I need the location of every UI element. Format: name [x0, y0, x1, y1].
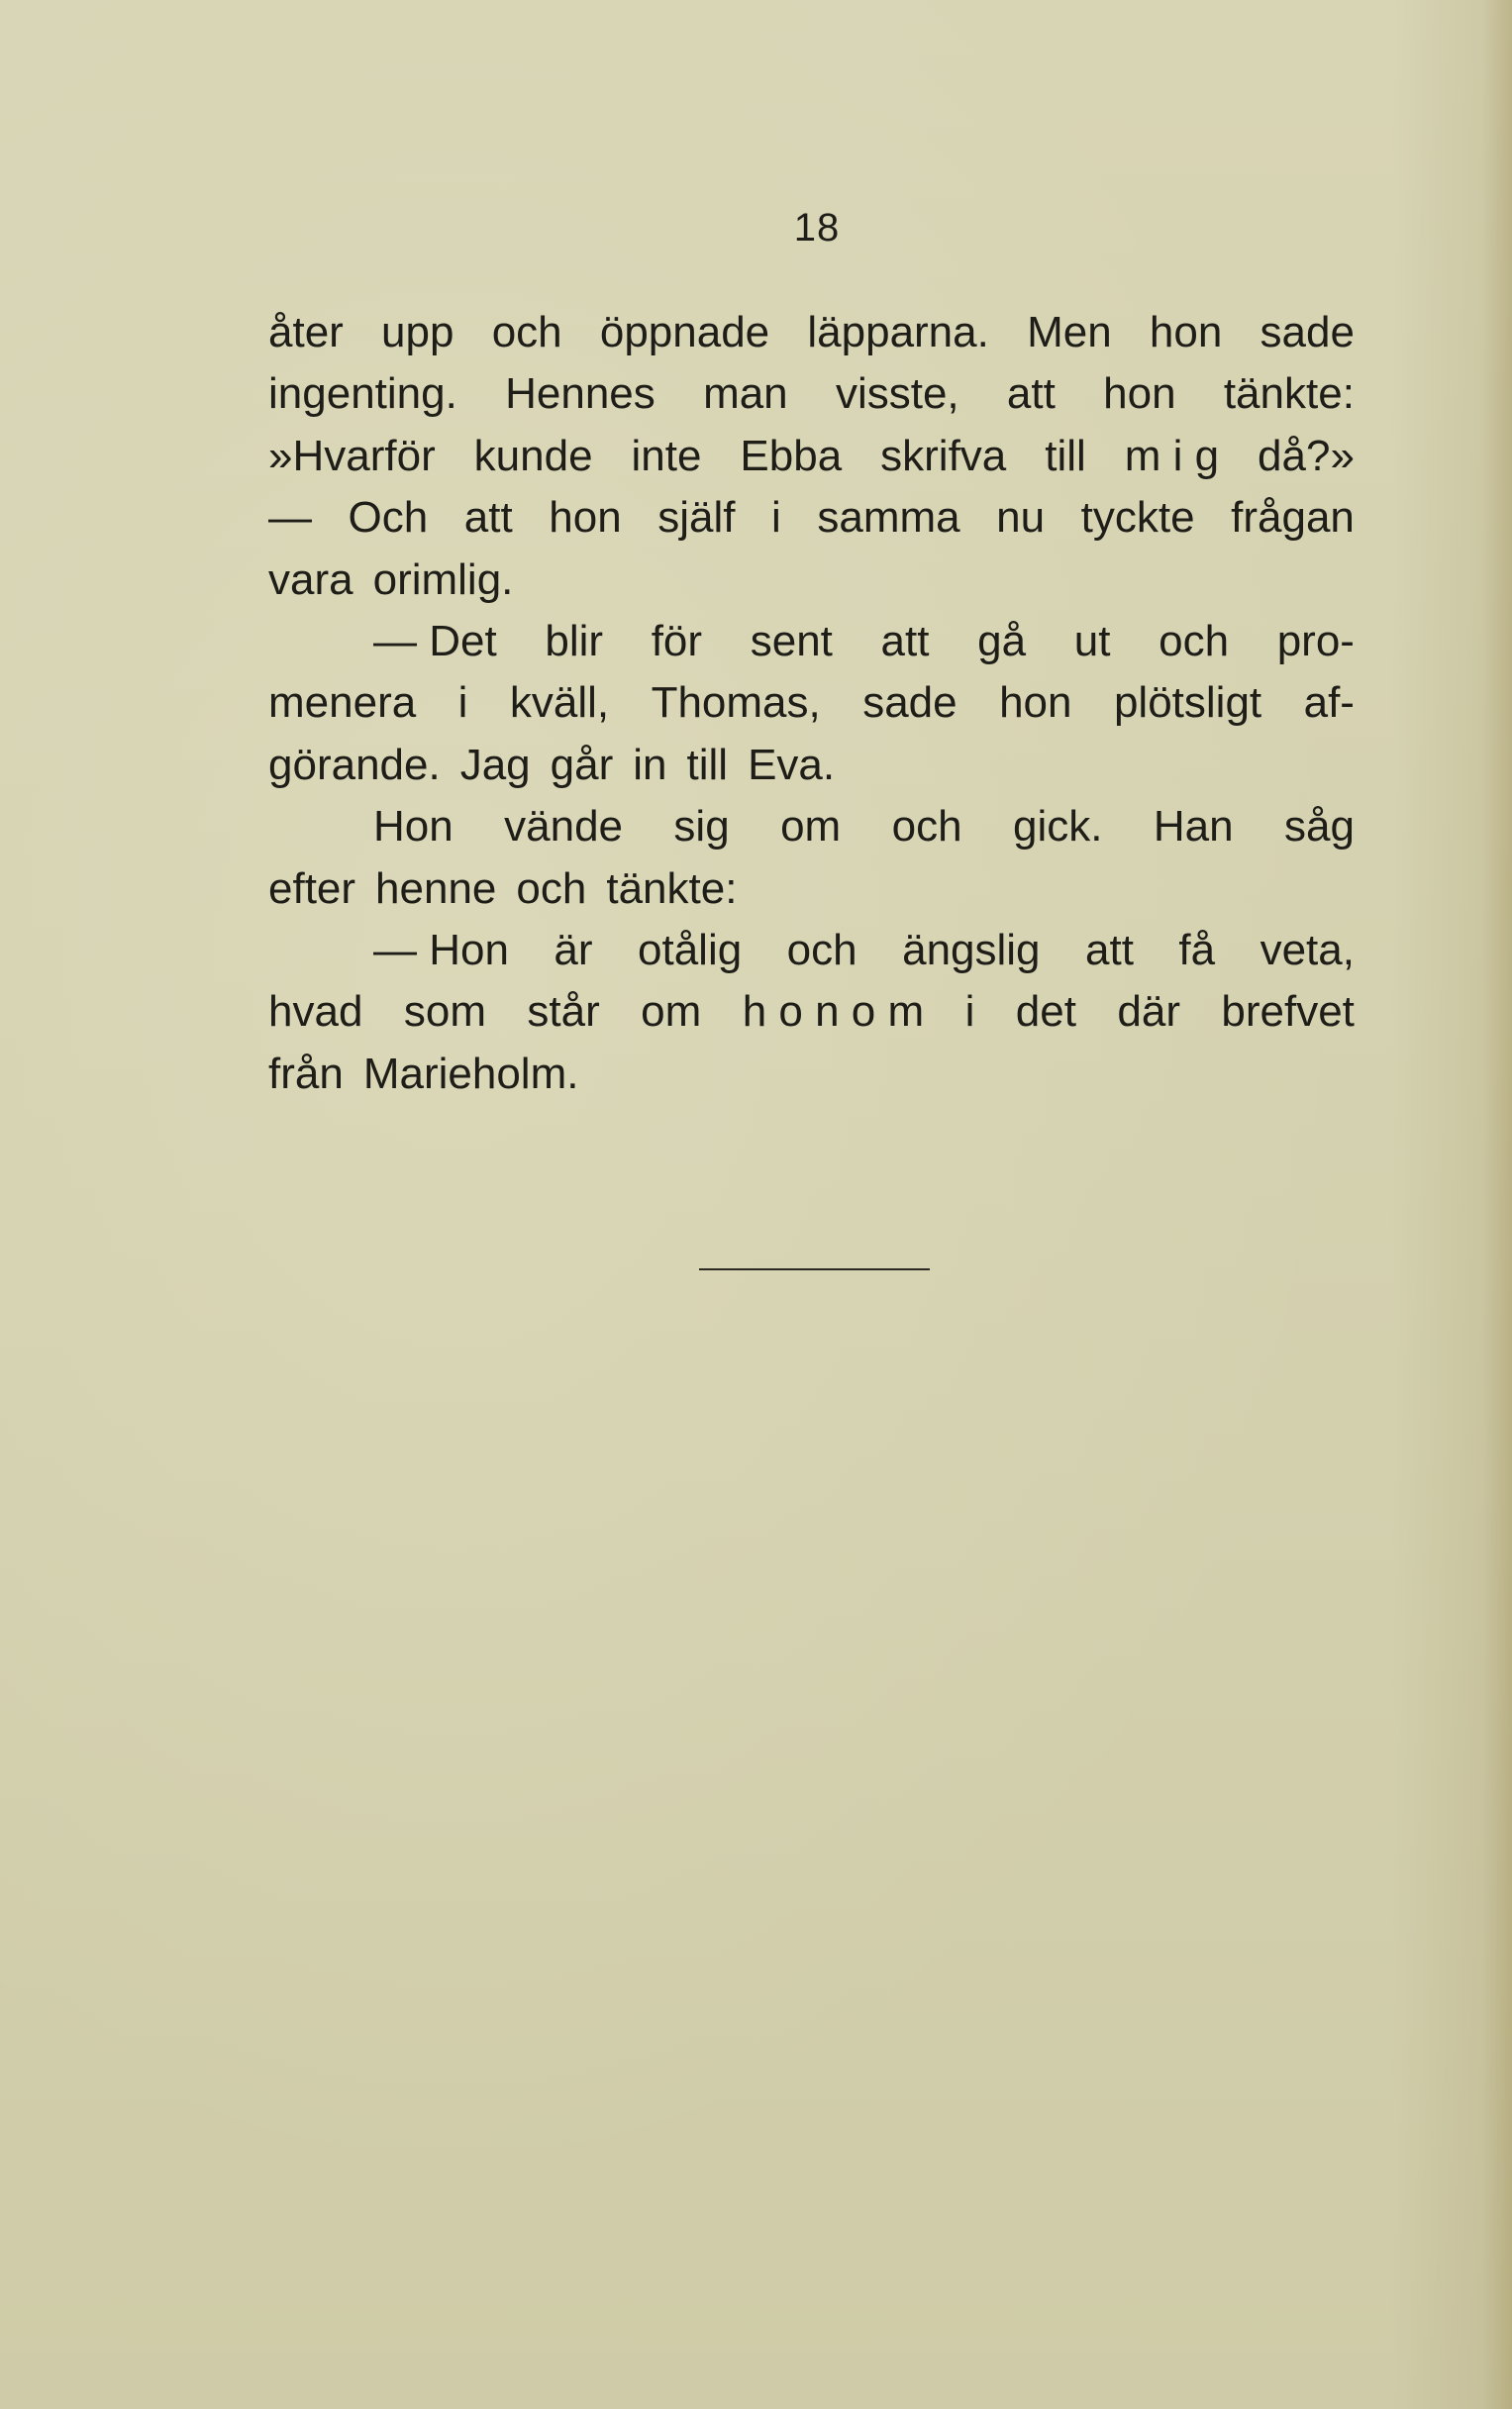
word: om — [780, 802, 842, 852]
word: Ebba — [740, 431, 843, 480]
word: — Det — [373, 616, 497, 665]
word: Men — [1027, 308, 1112, 356]
word: inte — [631, 431, 702, 480]
word: — Hon — [373, 925, 509, 974]
word: står — [527, 987, 600, 1037]
word: h o n o m — [742, 987, 925, 1037]
text-line — [268, 550, 1355, 611]
word: hon — [1149, 308, 1223, 356]
text-line — [268, 858, 1355, 920]
word: Hennes — [505, 369, 655, 419]
word: menera — [268, 678, 417, 728]
word: man — [703, 369, 788, 419]
word: då?» — [1258, 431, 1355, 480]
section-end-rule — [699, 1268, 930, 1270]
word: att — [880, 616, 930, 665]
word: Och — [348, 493, 429, 543]
word: plötsligt — [1113, 678, 1262, 728]
word: är — [554, 925, 593, 974]
word: för — [651, 616, 703, 665]
word: om — [641, 987, 702, 1037]
word: Marieholm. — [362, 1049, 579, 1098]
text-line — [268, 981, 1355, 1043]
page-number: 18 — [793, 206, 841, 250]
body-text — [268, 302, 1355, 1105]
word: skrifva — [880, 431, 1007, 480]
word: tyckte — [1080, 493, 1195, 543]
text-line — [268, 363, 1355, 425]
word: i — [771, 493, 781, 543]
word: såg — [1283, 802, 1355, 852]
text-line — [268, 735, 1355, 796]
word: Jag — [459, 740, 531, 789]
word: ingenting. — [268, 369, 457, 419]
word: in — [633, 740, 667, 789]
word: och — [491, 308, 562, 356]
word: Hon — [373, 802, 454, 852]
text-line — [268, 426, 1355, 487]
text-line — [268, 302, 1355, 363]
word: Thomas, — [651, 678, 821, 728]
word: »Hvarför — [268, 431, 436, 480]
word: ut — [1073, 616, 1111, 665]
word: brefvet — [1221, 987, 1355, 1037]
word: gick. — [1012, 802, 1103, 852]
word: och — [786, 925, 857, 974]
text-line — [268, 796, 1355, 857]
word: orimlig. — [372, 554, 514, 604]
word: kväll, — [509, 678, 610, 728]
word: frågan — [1231, 493, 1355, 543]
word: och — [1159, 616, 1230, 665]
word: tänkte: — [1223, 369, 1355, 419]
text-line — [268, 1044, 1355, 1105]
word: det — [1015, 987, 1076, 1037]
page-edge-shadow — [1482, 0, 1512, 2409]
word: och — [516, 863, 587, 913]
word: upp — [381, 308, 454, 356]
word: otålig — [638, 925, 743, 974]
word: m i g — [1124, 431, 1220, 480]
word: till — [686, 740, 729, 789]
word: vara — [268, 554, 353, 604]
word: gå — [977, 616, 1027, 665]
word: i — [964, 987, 975, 1037]
text-line — [268, 920, 1355, 981]
word: pro- — [1276, 616, 1355, 665]
word: blir — [545, 616, 604, 665]
word: åter — [268, 308, 344, 356]
word: Han — [1153, 802, 1234, 852]
text-line — [268, 672, 1355, 734]
word: går — [550, 740, 614, 789]
word: visste, — [835, 369, 959, 419]
word: att — [463, 493, 513, 543]
word: sig — [673, 802, 730, 852]
word: Eva. — [748, 740, 836, 789]
word: görande. — [268, 740, 441, 789]
word: efter — [268, 863, 356, 913]
word: vände — [504, 802, 624, 852]
word: ängslig — [902, 925, 1041, 974]
word: hon — [549, 493, 622, 543]
word: henne — [375, 863, 497, 913]
word: — — [268, 493, 312, 543]
word: läpparna. — [807, 308, 989, 356]
word: i — [457, 678, 468, 728]
word: och — [891, 802, 962, 852]
word: af- — [1303, 678, 1355, 728]
text-line — [268, 611, 1355, 672]
word: nu — [996, 493, 1046, 543]
word: från — [268, 1049, 344, 1098]
word: sade — [862, 678, 958, 728]
word: som — [403, 987, 486, 1037]
word: sent — [750, 616, 833, 665]
word: samma — [817, 493, 960, 543]
word: få — [1178, 925, 1216, 974]
word: till — [1045, 431, 1086, 480]
word: att — [1085, 925, 1134, 974]
word: hon — [999, 678, 1072, 728]
word: själf — [657, 493, 736, 543]
word: hon — [1103, 369, 1176, 419]
word: att — [1006, 369, 1056, 419]
word: tänkte: — [606, 863, 738, 913]
word: där — [1117, 987, 1180, 1037]
word: öppnade — [599, 308, 770, 356]
word: sade — [1260, 308, 1355, 356]
word: hvad — [268, 987, 363, 1037]
text-line — [268, 487, 1355, 549]
word: veta, — [1260, 925, 1355, 974]
word: kunde — [473, 431, 593, 480]
